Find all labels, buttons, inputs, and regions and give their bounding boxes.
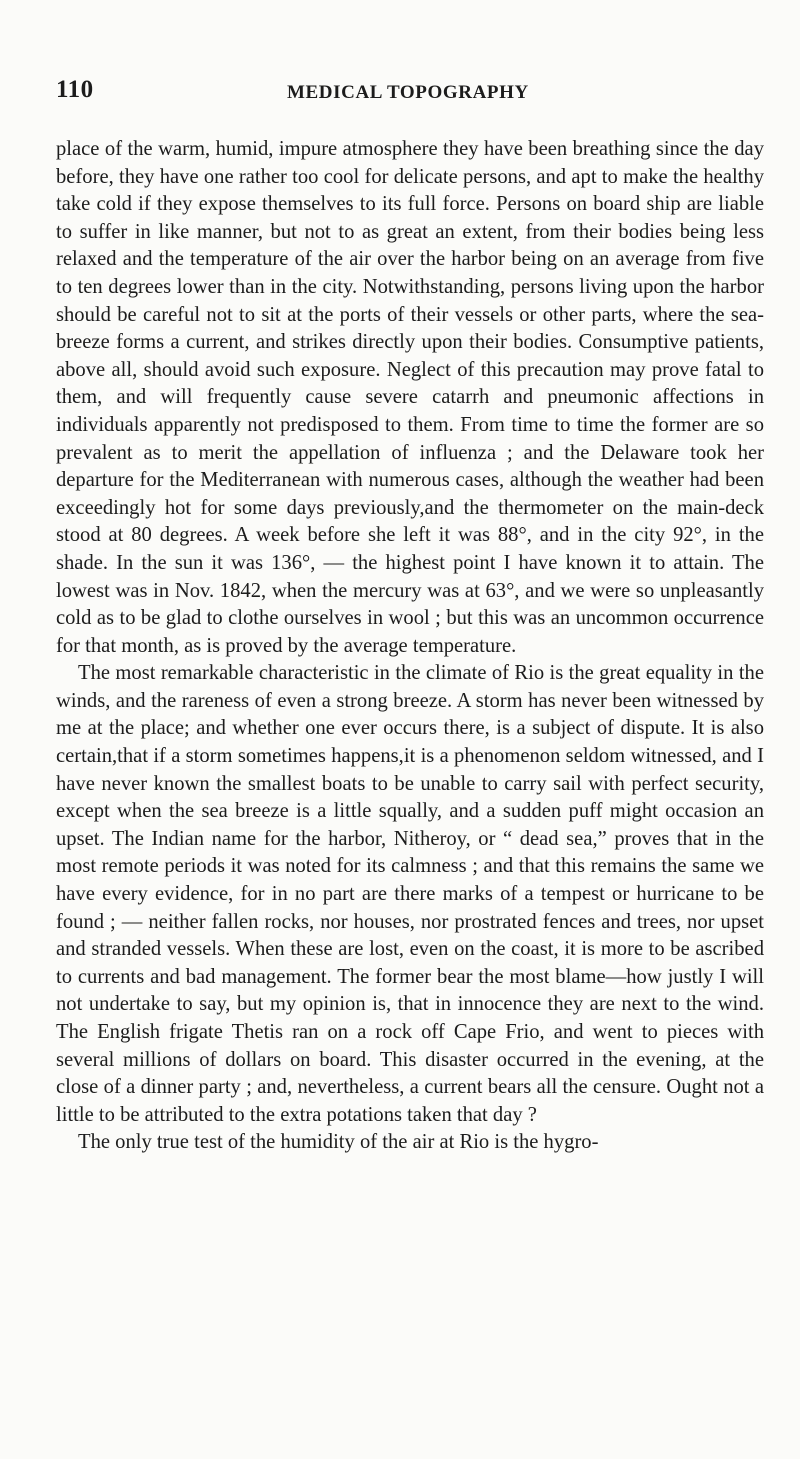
paragraph-climate-winds: The most remarkable characteristic in the climate of Rio is the great equality in the winds, and the rareness of even a strong breeze. A storm has never been witnessed by me at the place; and whether one ever occurs there, is a subject of dispute. It is also certain,that if a storm sometimes happens,it is a phenomenon seldom witnessed, and I have never known the smallest boats to be unable to carry sail with perfect security, except when the sea breeze is a little squally, and a sudden puff might occasion an upset. The Indian name for the harbor, Nitheroy, or “ dead sea,” proves that in the most remote periods it was noted for its calmness ; and that this remains the same we have every evidence, for in no part are there marks of a tempest or hurricane to be found ; — neither fallen rocks, nor houses, nor prostrated fences and trees, nor upset and stranded vessels. When these are lost, even on the coast, it is more to be ascribed to currents and bad management. The former bear the most blame—how justly I will not undertake to say, but my opinion is, that in innocence they are next to the wind. The English frigate Thetis ran on a rock off Cape Frio, and went to pieces with several millions of dollars on board. This disaster occurred in the evening, at the close of a dinner party ; and, nevertheless, a current bears all the censure. Ought not a little to be attributed to the extra potations taken that day ? [56, 662, 764, 1126]
body-text [56, 136, 764, 1157]
page-number: 110 [56, 76, 94, 103]
paragraph-humidity: The only true test of the humidity of the air at Rio is the hygro- [78, 1131, 599, 1154]
running-head [56, 76, 756, 116]
paragraph-continuation: place of the warm, humid, impure atmosphere they have been breathing since the day before, they have one rather too cool for delicate persons, and apt to make the healthy take cold if they expose themselves to its full force. Persons on board ship are liable to suffer in like manner, but not to as great an extent, from their bodies being less relaxed and the temperature of the air over the harbor being on an average from five to ten degrees lower than in the city. Notwithstanding, persons living upon the harbor should be careful not to sit at the ports of their vessels or other parts, where the sea-breeze forms a current, and strikes directly upon their bodies. Consumptive patients, above all, should avoid such exposure. Neglect of this precaution may prove fatal to them, and will frequently cause severe catarrh and pneumonic affections in individuals apparently not predisposed to them. From time to time the former are so prevalent as to merit the appellation of influenza ; and the Delaware took her departure for the Mediterranean with numerous cases, although the weather had been exceedingly hot for some days previously,and the thermometer on the main-deck stood at 80 degrees. A week before she left it was 88°, and in the city 92°, in the shade. In the sun it was 136°, — the highest point I have known it to attain. The lowest was in Nov. 1842, when the mercury was at 63°, and we were so unpleasantly cold as to be glad to clothe ourselves in wool ; but this was an uncommon occurrence for that month, as is proved by the average temperature. [56, 138, 764, 657]
running-title: MEDICAL TOPOGRAPHY [287, 82, 529, 103]
